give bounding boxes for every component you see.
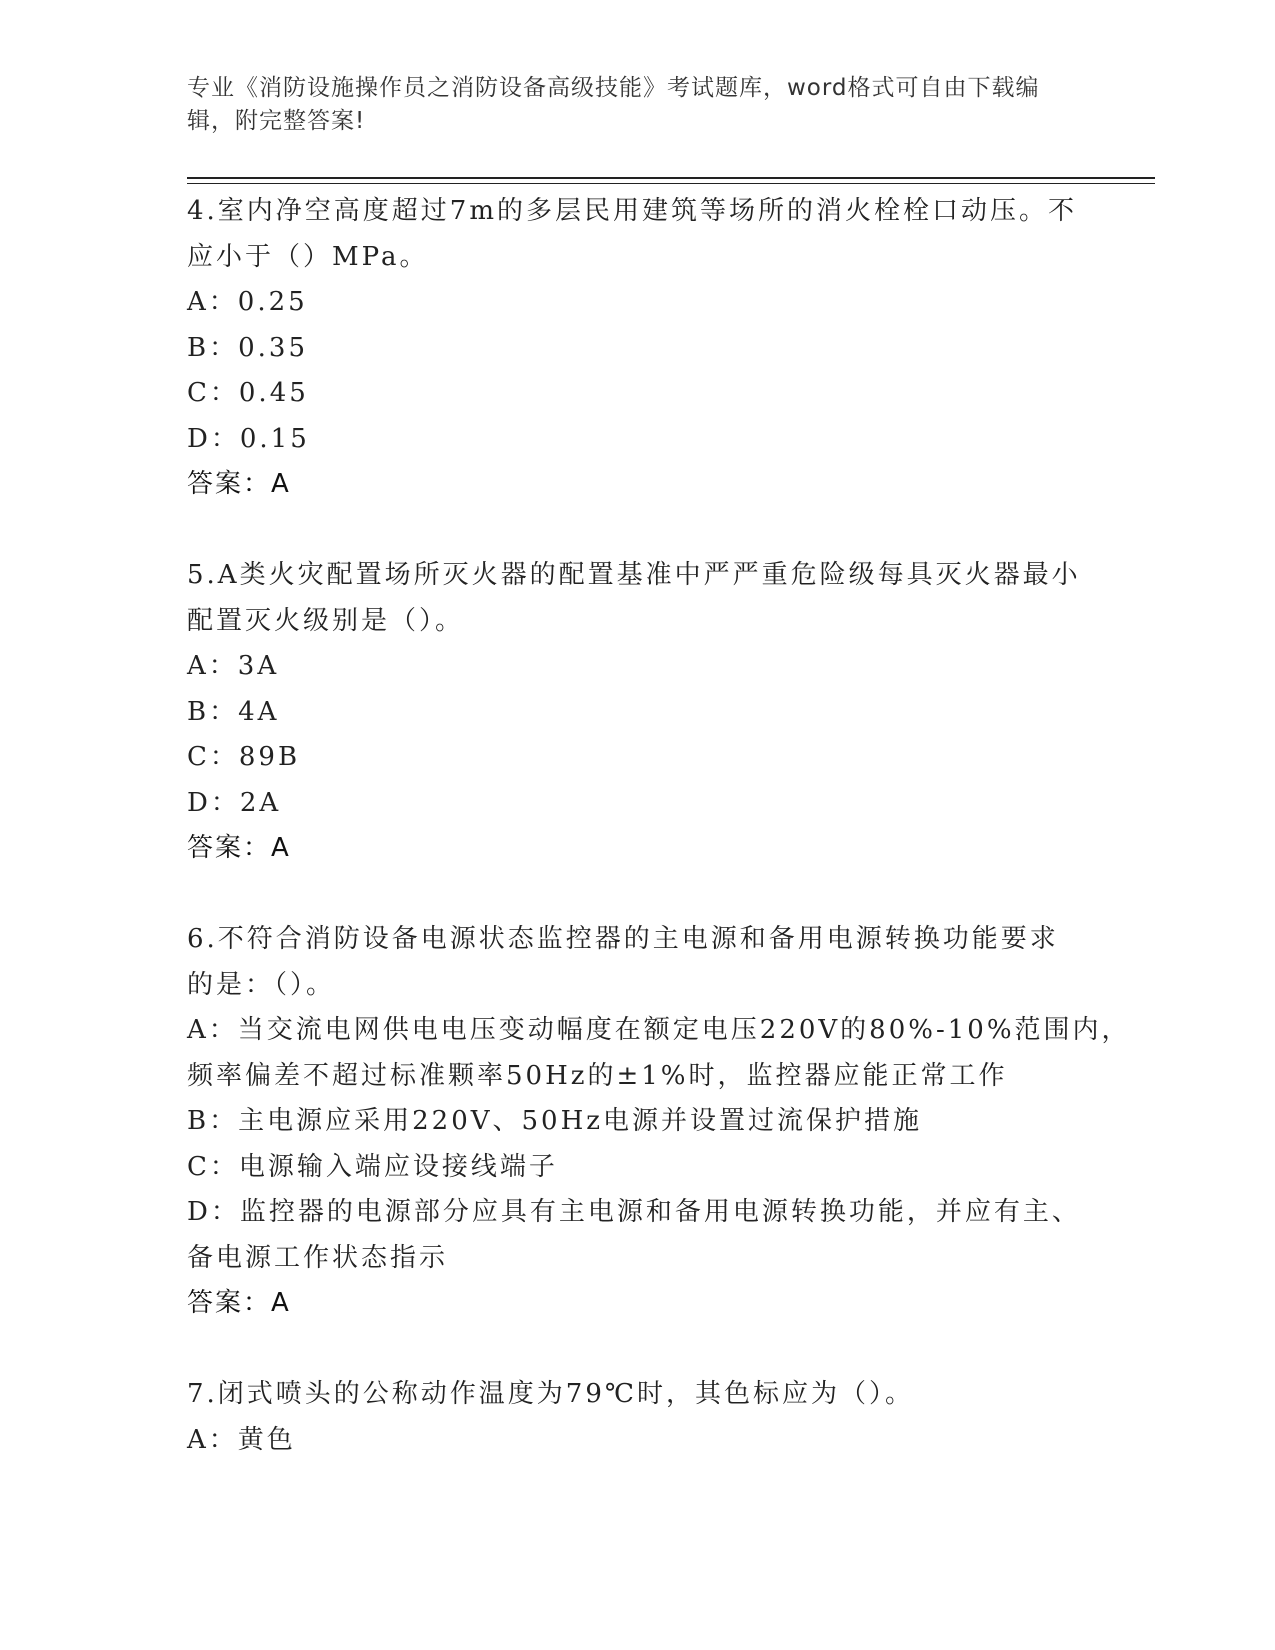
- question-list: [187, 189, 1131, 1463]
- option-d-continued: 备电源工作状态指示: [187, 1242, 449, 1273]
- answer-line: 答案：A: [187, 833, 291, 863]
- question-stem-line: 5.A类火灾配置场所灭火器的配置基准中严严重危险级每具灭火器最小: [187, 560, 1081, 590]
- option-a: A：3A: [187, 651, 280, 681]
- answer-line: 答案：A: [187, 469, 291, 499]
- answer-line: 答案：A: [187, 1288, 291, 1318]
- question-stem-line: 7.闭式喷头的公称动作温度为79℃时，其色标应为（）。: [187, 1379, 914, 1409]
- question-stem-line: 配置灭火级别是（）。: [187, 605, 465, 636]
- option-b: B：0.35: [187, 332, 308, 363]
- option-a: A：黄色: [187, 1424, 296, 1455]
- option-c: C：89B: [187, 742, 301, 772]
- header-divider-thick: [187, 177, 1155, 179]
- option-a: A：0.25: [187, 287, 308, 317]
- question-stem-line: 应小于（）MPa。: [187, 241, 429, 272]
- option-b: B：4A: [187, 696, 280, 727]
- question-block: [187, 1372, 1087, 1463]
- option-a: A：当交流电网供电电压变动幅度在额定电压220V的80%-10%范围内，: [187, 1015, 1131, 1045]
- question-spacer: [187, 508, 1087, 554]
- question-stem-line: 的是：（）。: [187, 969, 336, 1000]
- question-block: [187, 917, 1131, 1327]
- option-d: D：0.15: [187, 423, 310, 454]
- option-a-continued: 频率偏差不超过标准颗率50Hz的±1%时，监控器应能正常工作: [187, 1060, 1008, 1091]
- header-line-1: 专业《消防设施操作员之消防设备高级技能》考试题库，word格式可自由下载编: [187, 75, 1040, 101]
- option-c: C：电源输入端应设接线端子: [187, 1151, 558, 1182]
- document-header: [187, 72, 1067, 138]
- question-stem-line: 4.室内净空高度超过7m的多层民用建筑等场所的消火栓栓口动压。不: [187, 196, 1078, 226]
- question-spacer: [187, 872, 1087, 918]
- option-d: D：监控器的电源部分应具有主电源和备用电源转换功能，并应有主、: [187, 1197, 1081, 1227]
- question-block: [187, 189, 1087, 508]
- header-line-2: 辑，附完整答案!: [187, 108, 366, 134]
- header-divider-thin: [187, 183, 1155, 184]
- question-spacer: [187, 1327, 1087, 1373]
- option-b: B：主电源应采用220V、50Hz电源并设置过流保护措施: [187, 1106, 922, 1136]
- question-block: [187, 553, 1087, 872]
- question-stem-line: 6.不符合消防设备电源状态监控器的主电源和备用电源转换功能要求: [187, 924, 1059, 954]
- option-d: D：2A: [187, 787, 282, 818]
- option-c: C：0.45: [187, 378, 309, 408]
